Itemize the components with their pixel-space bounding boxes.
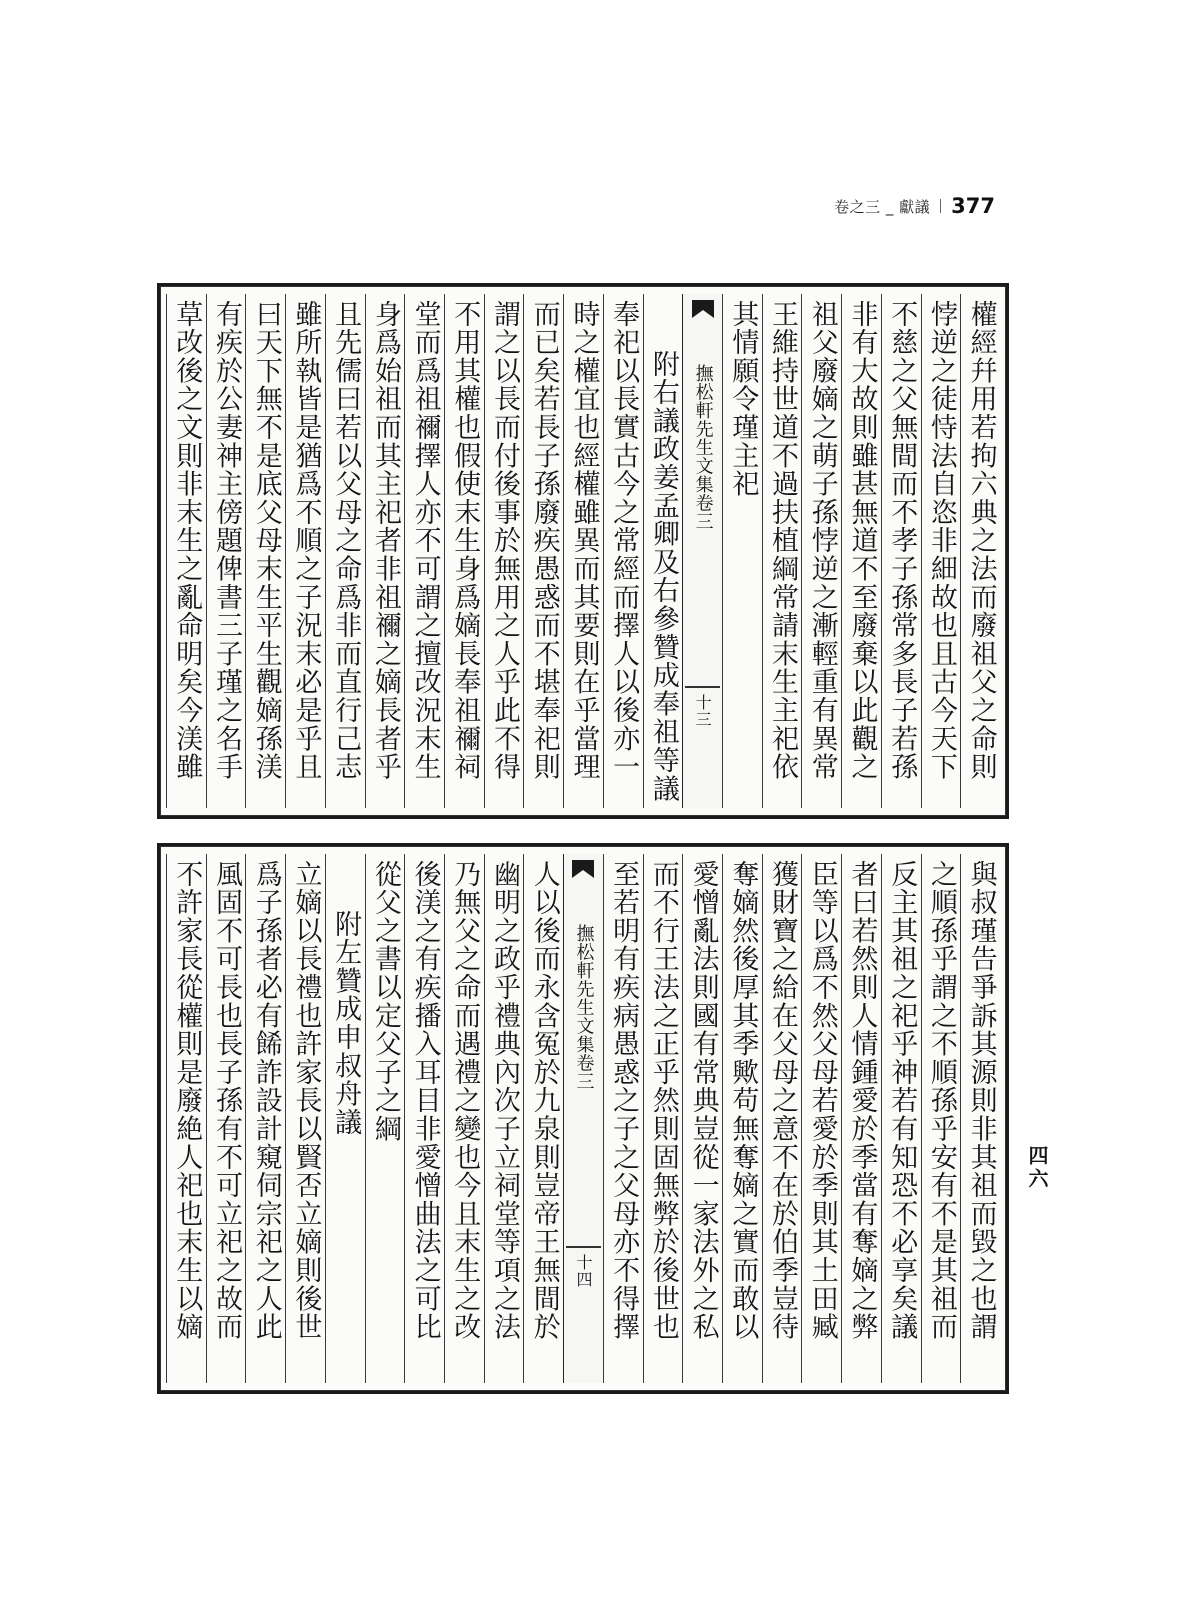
text-column	[762, 854, 802, 1383]
text-column	[206, 854, 246, 1383]
column-text: 堂而爲祖禰擇人亦不可謂之擅改況末生	[409, 300, 441, 782]
text-column	[722, 854, 762, 1383]
column-text: 獲財寶之給在父母之意不在於伯季豈待	[767, 860, 799, 1342]
page-number: 377	[951, 194, 995, 218]
fold-title: 撫松軒先生文集卷三	[692, 364, 714, 531]
text-column	[841, 854, 881, 1383]
chapter-title: 卷之三 _ 獻議	[834, 197, 931, 216]
text-columns	[166, 294, 1000, 808]
column-text: 附左贊成申叔舟議	[330, 910, 362, 1137]
text-column	[404, 294, 444, 808]
column-text: 不慈之父無間而不孝子孫常多長子若孫	[886, 300, 918, 782]
side-page-mark: 四六	[1025, 1145, 1049, 1191]
column-text: 臣等以爲不然父母若愛於季則其土田臧	[806, 860, 838, 1342]
column-text: 乃無父之命而遇禮之變也今且末生之改	[449, 860, 481, 1342]
column-text: 風固不可長也長子孫有不可立祀之故而	[210, 860, 242, 1342]
fish-tail-mark-icon	[570, 858, 596, 904]
column-text: 非有大故則雖甚無道不至廢棄以此觀之	[846, 300, 878, 782]
column-text: 不許家長從權則是廢絶人祀也末生以嫡	[171, 860, 203, 1342]
column-text: 愛憎亂法則國有常典豈從一家法外之私	[687, 860, 719, 1342]
text-column	[682, 854, 722, 1383]
text-column	[523, 854, 563, 1383]
folio-number: 十三	[693, 694, 713, 728]
column-text: 者曰若然則人情鍾愛於季當有奪嫡之弊	[846, 860, 878, 1342]
text-column	[881, 854, 921, 1383]
column-text: 奪嫡然後厚其季歟苟無奪嫡之實而敢以	[727, 860, 759, 1342]
text-column	[960, 294, 1000, 808]
text-column	[245, 294, 285, 808]
text-column	[285, 294, 325, 808]
text-column	[484, 294, 524, 808]
text-column	[484, 854, 524, 1383]
column-text: 爲子孫者必有餙詐設計窺伺宗祀之人此	[250, 860, 282, 1342]
text-column	[881, 294, 921, 808]
text-column	[444, 294, 484, 808]
column-text: 曰天下無不是底父母末生平生觀嫡孫渼	[250, 300, 282, 782]
column-text: 與叔瑾告爭訴其源則非其祖而毀之也謂	[965, 860, 997, 1342]
text-column	[563, 294, 603, 808]
center-fold	[682, 294, 722, 808]
column-text: 附右議政姜孟卿及右參贊成奉祖等議	[647, 350, 679, 803]
text-column	[603, 294, 643, 808]
text-column	[325, 854, 365, 1383]
running-header	[834, 192, 995, 220]
column-text: 反主其祖之祀乎神若有知恐不必享矣議	[886, 860, 918, 1342]
text-column	[166, 294, 206, 808]
column-text: 不用其權也假使末生身爲嫡長奉祖禰祠	[449, 300, 481, 782]
text-column	[921, 294, 961, 808]
column-text: 身爲始祖而其主祀者非祖禰之嫡長者乎	[369, 300, 401, 782]
column-text: 且先儒曰若以父母之命爲非而直行己志	[330, 300, 362, 782]
text-column	[523, 294, 563, 808]
center-fold	[563, 854, 603, 1383]
column-text: 時之權宜也經權雖異而其要則在乎當理	[568, 300, 600, 782]
woodblock-page-upper	[157, 283, 1009, 819]
folio-divider	[685, 686, 720, 688]
text-column	[245, 854, 285, 1383]
folio-number: 十四	[573, 1254, 593, 1288]
column-text: 謂之以長而付後事於無用之人乎此不得	[489, 300, 521, 782]
text-column	[841, 294, 881, 808]
text-column	[722, 294, 762, 808]
column-text: 之順孫乎謂之不順孫乎安有不是其祖而	[925, 860, 957, 1342]
text-column	[365, 294, 405, 808]
column-text: 而已矣若長子孫廢疾愚惑而不堪奉祀則	[528, 300, 560, 782]
header-divider	[940, 199, 941, 213]
column-text: 奉祀以長實古今之常經而擇人以後亦一	[608, 300, 640, 782]
column-text: 草改後之文則非末生之亂命明矣今渼雖	[171, 300, 203, 782]
column-text: 其情願令瑾主祀	[727, 300, 759, 499]
text-column	[206, 294, 246, 808]
column-text: 後渼之有疾播入耳目非愛憎曲法之可比	[409, 860, 441, 1342]
fold-title: 撫松軒先生文集卷三	[573, 924, 595, 1091]
text-column	[603, 854, 643, 1383]
text-column	[365, 854, 405, 1383]
text-column	[285, 854, 325, 1383]
text-column	[801, 294, 841, 808]
column-text: 而不行王法之正乎然則固無弊於後世也	[647, 860, 679, 1342]
text-column	[643, 294, 683, 808]
text-column	[444, 854, 484, 1383]
woodblock-page-lower	[157, 843, 1009, 1394]
text-column	[166, 854, 206, 1383]
text-column	[921, 854, 961, 1383]
column-text: 雖所執皆是猶爲不順之子況末必是乎且	[290, 300, 322, 782]
text-column	[801, 854, 841, 1383]
column-text: 王維持世道不過扶植綱常請末生主祀依	[767, 300, 799, 782]
column-text: 權經幷用若拘六典之法而廢祖父之命則	[965, 300, 997, 782]
fish-tail-mark-icon	[690, 298, 716, 344]
text-column	[643, 854, 683, 1383]
text-column	[404, 854, 444, 1383]
column-text: 祖父廢嫡之萌子孫悖逆之漸輕重有異常	[806, 300, 838, 782]
text-column	[762, 294, 802, 808]
column-text: 悖逆之徒恃法自恣非細故也且古今天下	[925, 300, 957, 782]
column-text: 幽明之政乎禮典內次子立祠堂等項之法	[489, 860, 521, 1342]
folio-divider	[566, 1246, 601, 1248]
column-text: 有疾於公妻神主傍題俾書三子瑾之名手	[210, 300, 242, 782]
text-columns	[166, 854, 1000, 1383]
text-column	[960, 854, 1000, 1383]
column-text: 從父之書以定父子之綱	[369, 860, 401, 1143]
column-text: 立嫡以長禮也許家長以賢否立嫡則後世	[290, 860, 322, 1342]
column-text: 至若明有疾病愚惑之子之父母亦不得擇	[608, 860, 640, 1342]
text-column	[325, 294, 365, 808]
column-text: 人以後而永含冤於九泉則豈帝王無間於	[528, 860, 560, 1342]
